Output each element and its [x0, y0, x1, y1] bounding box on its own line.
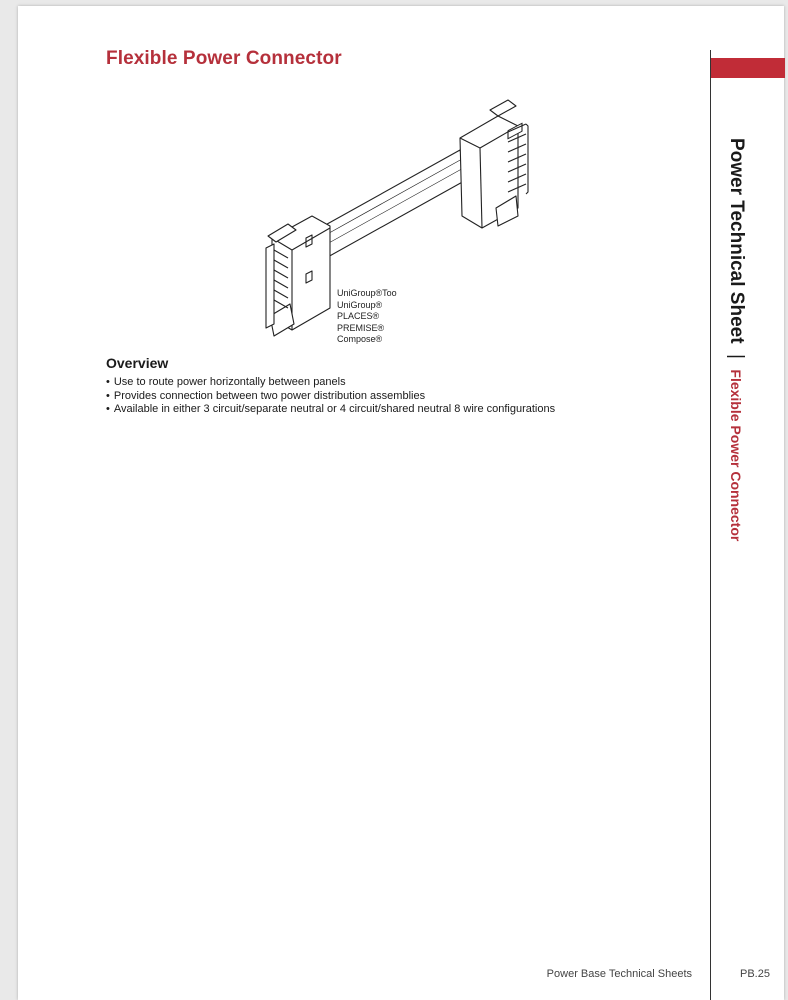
compatible-system: PLACES®	[337, 311, 380, 321]
compatible-system: PREMISE®	[337, 322, 385, 333]
section-sidebar	[710, 50, 785, 1000]
compatible-systems-list	[337, 288, 397, 346]
overview-bullet: • Available in either 3 circuit/separate neutral or 4 circuit/shared neutral 8 wire configurations	[106, 403, 555, 417]
accent-bar	[711, 58, 785, 78]
overview-bullet: • Provides connection between two power distribution assemblies	[106, 390, 555, 404]
sidebar-section-title: Power Technical Sheet	[726, 138, 747, 344]
sidebar-vertical-title	[725, 138, 747, 541]
overview-bullet: • Use to route power horizontally between panels	[106, 376, 555, 390]
sidebar-topic-title: Flexible Power Connector	[728, 369, 744, 542]
overview-heading: Overview	[106, 355, 169, 371]
compatible-system: Compose®	[337, 334, 383, 344]
compatible-system: UniGroup®	[337, 299, 383, 310]
document-page	[18, 6, 784, 1000]
sidebar-separator: |	[726, 354, 747, 359]
footer-page-number: PB.25	[740, 968, 770, 980]
compatible-system: UniGroup®Too	[337, 288, 397, 298]
overview-list	[106, 376, 555, 417]
page-title: Flexible Power Connector	[106, 48, 342, 69]
footer-publication: Power Base Technical Sheets	[546, 968, 692, 980]
